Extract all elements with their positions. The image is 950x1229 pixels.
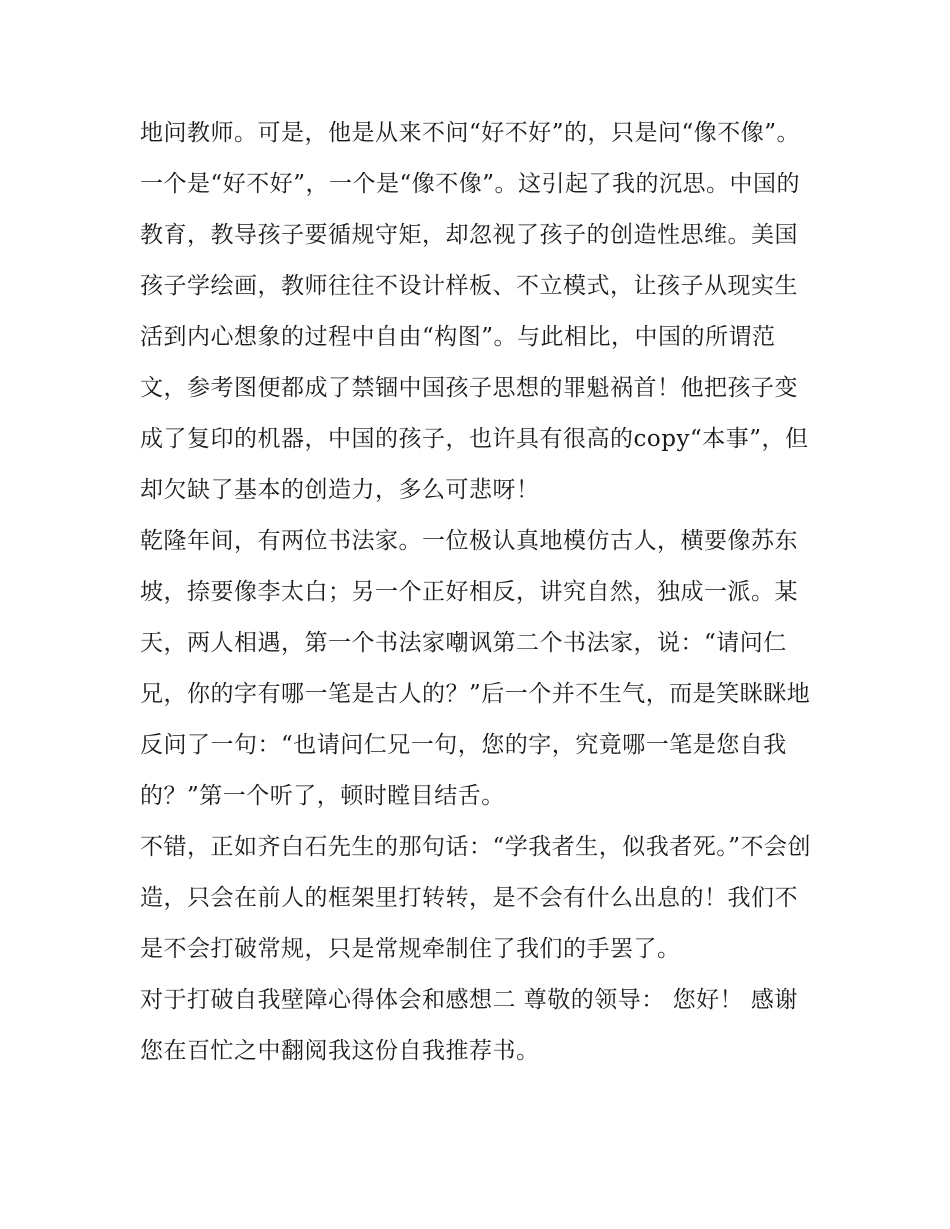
paragraph-4: 不错，正如齐白石先生的那句话：“学我者生，似我者死。”不会创造，只会在前人的框架里打转转，是不会有什么出息的！我们不是不会打破常规，只是常规牵制住了我们的手罢了。 xyxy=(140,834,812,962)
document-body xyxy=(140,108,820,1077)
paragraph-2: 一个是“好不好”，一个是“像不像”。这引起了我的沉思。中国的教育，教导孩子要循规守矩，却忽视了孩子的创造性思维。美国孩子学绘画，教师往往不设计样板、不立模式，让孩子从现实生活到内心想象的过程中自由“构图”。与此相比，中国的所谓范文，参考图便都成了禁锢中国孩子思想的罪魁祸首！他把孩子变成了复印的机器，中国的孩子，也许具有很高的copy“本事”，但却欠缺了基本的创造力，多么可悲呀！ xyxy=(140,171,809,503)
paragraph-3: 乾隆年间，有两位书法家。一位极认真地模仿古人，横要像苏东坡，捺要像李太白；另一个正好相反，讲究自然，独成一派。某天，两人相遇，第一个书法家嘲讽第二个书法家，说：“请问仁兄，你的字有哪一笔是古人的？”后一个并不生气，而是笑眯眯地反问了一句：“也请问仁兄一句，您的字，究竟哪一笔是您自我的？”第一个听了，顿时瞠目结舌。 xyxy=(140,528,811,809)
paragraph-1: 地问教师。可是，他是从来不问“好不好”的，只是问“像不像”。 xyxy=(140,120,801,146)
paragraph-5: 对于打破自我壁障心得体会和感想二 尊敬的领导： 您好！ 感谢您在百忙之中翻阅我这份自我推荐书。 xyxy=(140,987,798,1064)
